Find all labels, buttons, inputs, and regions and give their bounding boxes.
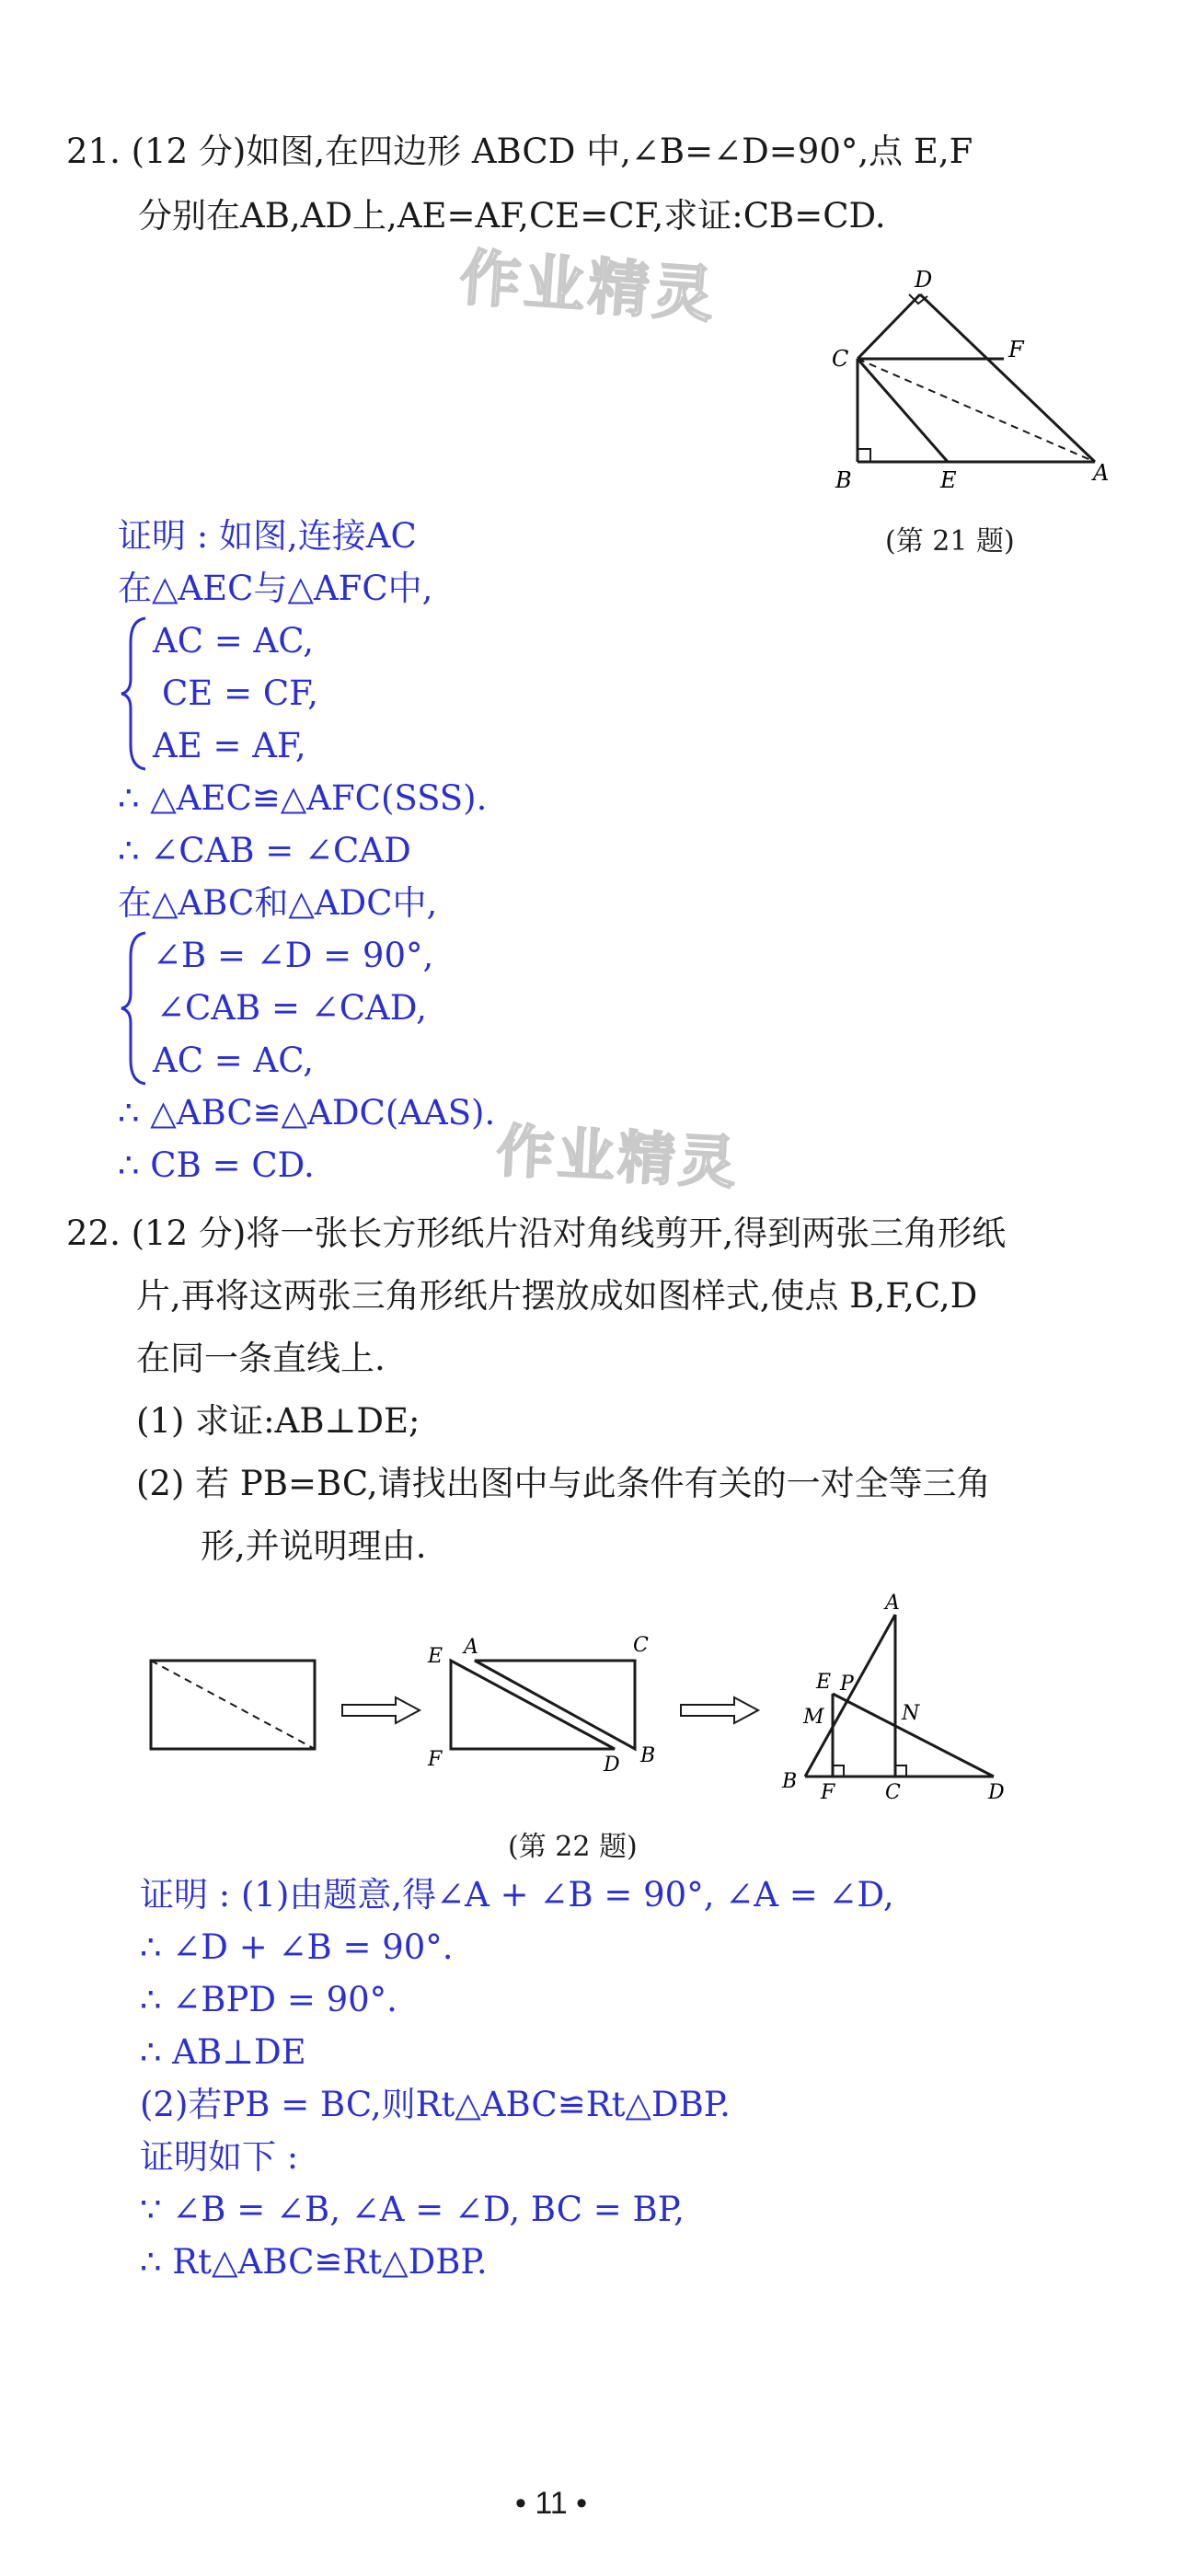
q21-proof-l1: 证明 : 如图,连接AC	[118, 516, 417, 556]
fig22b-label-M: M	[803, 1706, 824, 1729]
fig22b-label-N: N	[902, 1702, 920, 1725]
q21-caption: (第 21 题)	[885, 525, 1015, 558]
fig22-label-E: E	[428, 1645, 443, 1668]
q22-caption: (第 22 题)	[508, 1831, 638, 1863]
q21-b2-line: ∠B = ∠D = 90°,	[153, 936, 434, 975]
q22-proof-l6: 证明如下 :	[140, 2137, 299, 2177]
fig22b-label-B: B	[782, 1770, 798, 1793]
q22-proof-l2: ∴ ∠D + ∠B = 90°.	[140, 1927, 454, 1967]
q22-line5: (2) 若 PB=BC,请找出图中与此条件有关的一对全等三角	[136, 1464, 991, 1503]
fig22b-label-P: P	[840, 1673, 854, 1696]
q21-b2-line: AC = AC,	[153, 1041, 315, 1080]
fig21-label-E: E	[940, 467, 957, 493]
fig22-label-A: A	[464, 1636, 478, 1659]
q22-figure	[138, 1587, 1058, 1817]
q22-proof-l7: ∵ ∠B = ∠B, ∠A = ∠D, BC = BP,	[140, 2190, 685, 2229]
q21-proof-l7: ∴ CB = CD.	[118, 1145, 315, 1185]
q21-line1: 21. (12 分)如图,在四边形 ABCD 中,∠B=∠D=90°,点 E,F	[66, 132, 973, 171]
page-number: • 11 •	[515, 2486, 587, 2521]
fig22-label-B: B	[640, 1744, 656, 1767]
q21-proof-l3: ∴ △AEC≌△AFC(SSS).	[118, 778, 488, 818]
q22-line3: 在同一条直线上.	[136, 1339, 386, 1378]
q22-line2: 片,再将这两张三角形纸片摆放成如图样式,使点 B,F,C,D	[136, 1276, 978, 1316]
fig22b-label-F: F	[821, 1781, 835, 1804]
q21-proof-l2: 在△AEC与△AFC中,	[118, 569, 433, 608]
q21-b1-line: AC = AC,	[153, 621, 315, 661]
q21-b1-line: AE = AF,	[153, 726, 306, 765]
q22-line1: 22. (12 分)将一张长方形纸片沿对角线剪开,得到两张三角形纸	[66, 1213, 1007, 1253]
q22-proof-l1: 证明 : (1)由题意,得∠A + ∠B = 90°, ∠A = ∠D,	[140, 1875, 894, 1915]
fig21-label-A: A	[1093, 460, 1110, 486]
q22-proof-l5: (2)若PB = BC,则Rt△ABC≌Rt△DBP.	[140, 2085, 731, 2124]
fig22-label-F: F	[428, 1748, 443, 1771]
fig22b-label-C: C	[885, 1781, 901, 1804]
q22-proof-l8: ∴ Rt△ABC≌Rt△DBP.	[140, 2242, 488, 2282]
q21-proof-l5: 在△ABC和△ADC中,	[118, 883, 438, 923]
q22-line4: (1) 求证:AB⊥DE;	[136, 1401, 420, 1441]
fig21-label-C: C	[832, 346, 849, 372]
fig21-label-B: B	[835, 467, 852, 493]
fig21-label-F: F	[1008, 337, 1024, 362]
q21-b2-line: ∠CAB = ∠CAD,	[156, 988, 427, 1028]
q22-proof-l3: ∴ ∠BPD = 90°.	[140, 1980, 397, 2019]
q21-proof-l4: ∴ ∠CAB = ∠CAD	[118, 831, 411, 870]
q21-proof-l6: ∴ △ABC≌△ADC(AAS).	[118, 1093, 496, 1133]
fig22b-label-D: D	[988, 1781, 1005, 1804]
q22-line6: 形,并说明理由.	[201, 1526, 427, 1566]
watermark: 作业精灵	[495, 1117, 742, 1197]
fig22-label-C: C	[633, 1634, 649, 1657]
fig22b-label-E: E	[816, 1671, 832, 1694]
q21-line2: 分别在AB,AD上,AE=AF,CE=CF,求证:CB=CD.	[138, 196, 886, 236]
q21-b1-line: CE = CF,	[162, 673, 318, 713]
q22-proof-l4: ∴ AB⊥DE	[140, 2032, 306, 2072]
watermark: 作业精灵	[457, 242, 720, 331]
fig22b-label-A: A	[885, 1592, 900, 1615]
fig21-label-D: D	[915, 267, 933, 293]
fig22-label-D: D	[604, 1754, 620, 1777]
q21-figure	[810, 267, 1123, 497]
